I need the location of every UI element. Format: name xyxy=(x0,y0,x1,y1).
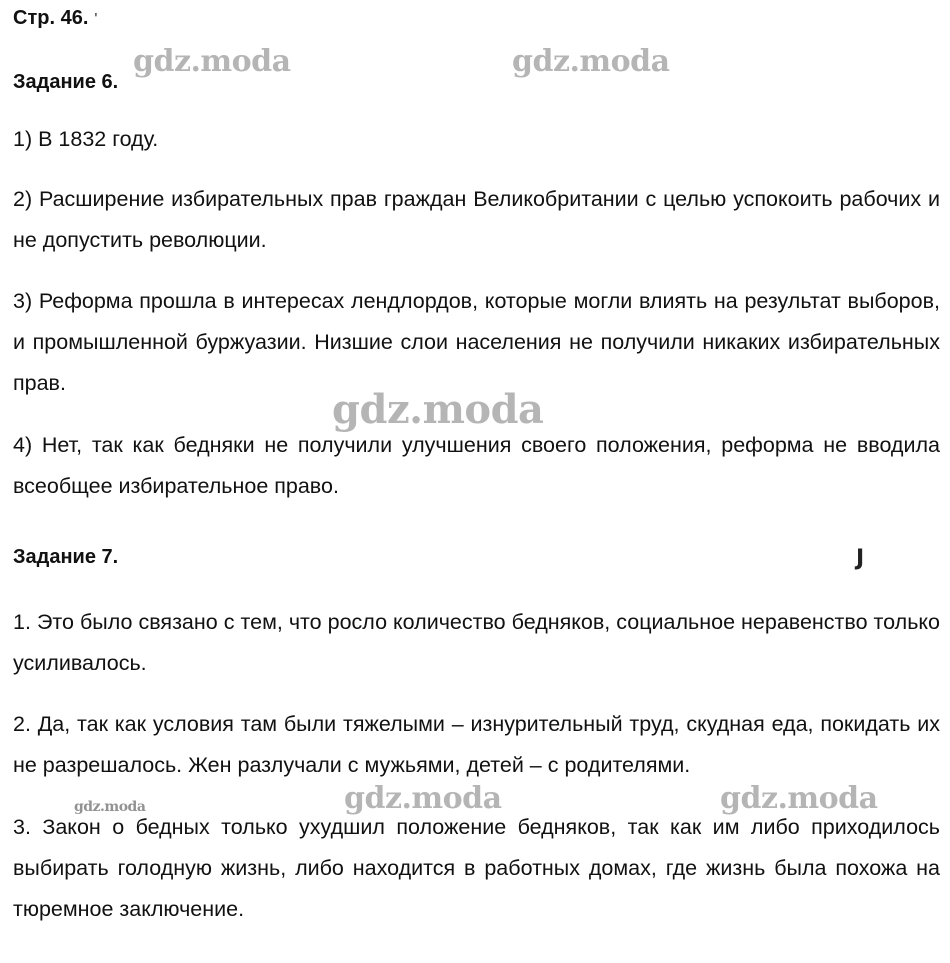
page-number: Стр. 46. xyxy=(13,7,89,29)
watermark-logo: gdz.moda xyxy=(133,44,291,79)
task7-answer-3: 3. Закон о бедных только ухудшил положение бедняков, так как им либо приходилось выбирать голодную жизнь, либо находится в работных домах, где жизнь была похожа на тюремное заключение. xyxy=(13,815,940,921)
task7-answer-1: 1. Это было связано с тем, что росло количество бедняков, социальное неравенство только усиливалось. xyxy=(13,610,940,675)
task7-answer-2: 2. Да, так как условия там были тяжелыми – изнурительный труд, скудная еда, покидать их не разрешалось. Жен разлучали с мужьями, детей – с родителями. xyxy=(13,712,940,777)
watermark-logo: gdz.moda xyxy=(720,781,878,816)
task6-answer-3: 3) Реформа прошла в интересах лендлордов, которые могли влиять на результат выборов, и промышленной буржуазии. Низшие слои населения не получили никаких избирательных прав. xyxy=(13,289,940,395)
watermark-logo: gdz.moda xyxy=(344,781,502,816)
watermark-logo: gdz.moda xyxy=(74,799,146,815)
page-header xyxy=(13,6,97,32)
page-tick-mark: ' xyxy=(94,11,98,28)
task6-answer-1: 1) В 1832 году. xyxy=(13,127,159,151)
stray-mark: J xyxy=(856,546,865,571)
task6-heading: Задание 6. xyxy=(13,71,119,93)
task7-heading: Задание 7. xyxy=(13,546,119,568)
watermark-logo: gdz.moda xyxy=(332,386,544,433)
watermark-logo: gdz.moda xyxy=(512,44,670,79)
task6-answer-2: 2) Расширение избирательных прав граждан Великобритании с целью успокоить рабочих и не допустить революции. xyxy=(13,187,940,252)
task6-answer-4: 4) Нет, так как бедняки не получили улучшения своего положения, реформа не вводила всеобщее избирательное право. xyxy=(13,433,940,498)
